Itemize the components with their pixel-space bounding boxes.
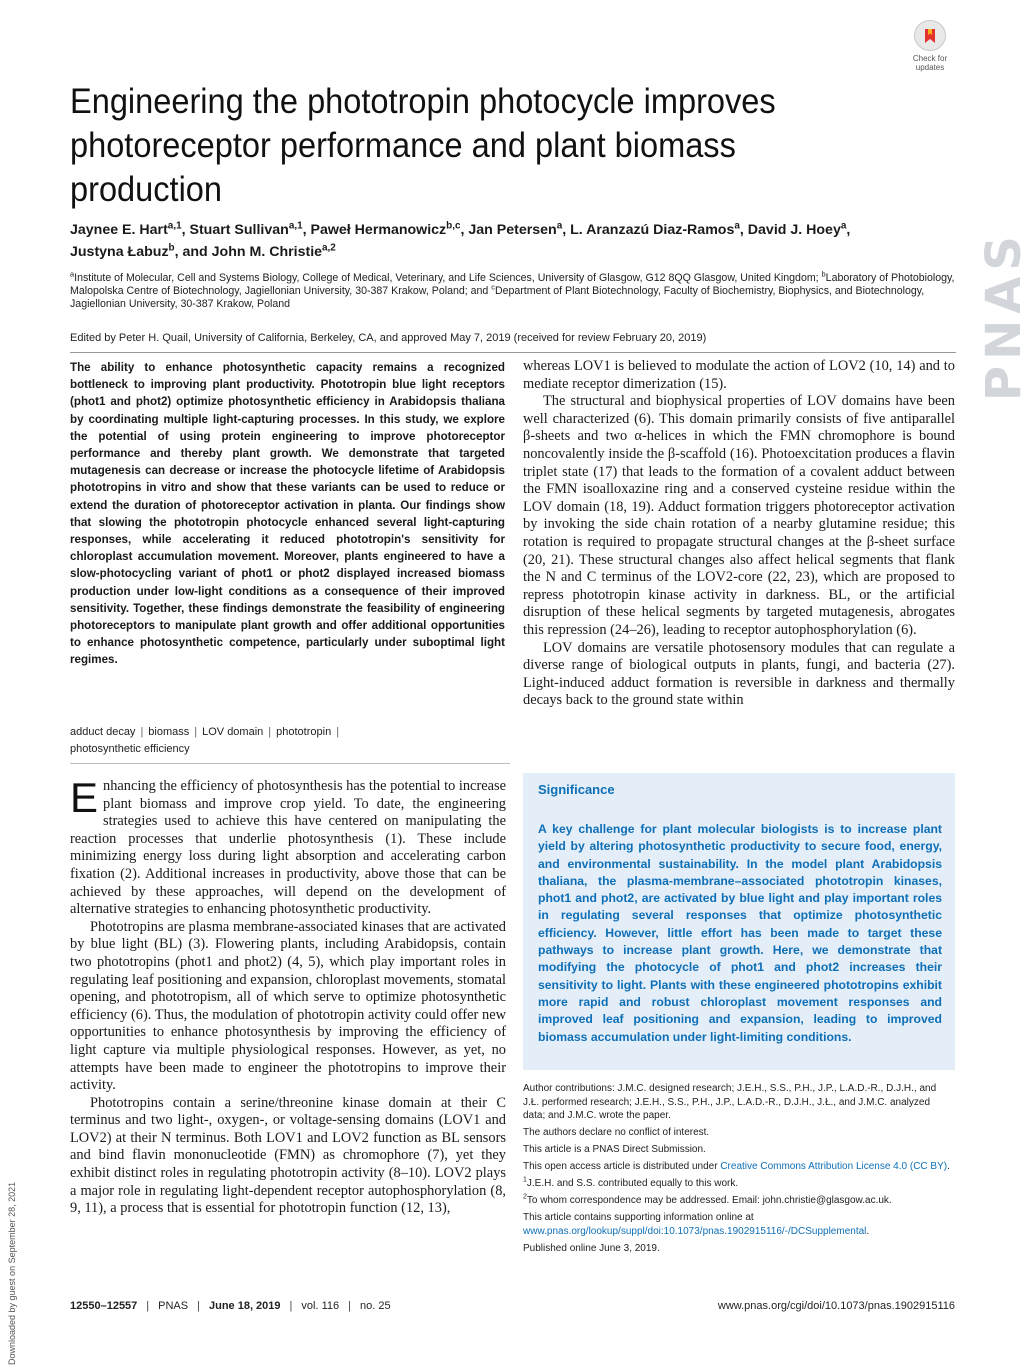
keyword[interactable]: phototropin: [276, 726, 332, 738]
author: Jan Petersen: [468, 222, 557, 238]
submission-note: This article is a PNAS Direct Submission.: [523, 1144, 706, 1155]
pnas-side-watermark: PNAS: [975, 230, 1032, 402]
keywords: adduct decay | biomass | LOV domain | phototropin | photosynthetic efficiency: [70, 726, 340, 755]
keyword[interactable]: photosynthetic efficiency: [70, 743, 190, 755]
affiliations: $^a$Institute of Molecular, Cell and Systems Biology, College of Medical, Veterinary, and Life Sciences, University of Glasgow, G12 8QQ Glasgow, United Kingdom; $^b$Laboratory of Photobiology, Malopolska Centre of Biotechnology, Jagiellonian University, 30-387 Krakow, Poland; and $^c$Department of Plant Biotechnology, Faculty of Biochemistry, Biophysics, and Biotechnology, Jagiellonian University, 30-387 Krakow, Poland: [70, 269, 955, 311]
author: Justyna Łabuz: [70, 244, 169, 260]
body-paragraph: The structural and biophysical properties of LOV domains have been well characterized (6). This domain primarily consists of five antiparallel β-sheets and two α-helices in which the FMN chromophore is bound noncovalently inside the β-scaffold (16). Photoexcitation produces a flavin triplet state (17) that leads to the formation of a covalent adduct between the FMN isoalloxazine ring and a conserved cysteine residue within the LOV domain (18, 19). Adduct formation triggers photoreceptor activation by invoking the side chain rotation of a nearby glutamine residue; this rotation is required to propagate structural changes at the β-sheet surface (20, 21). These structural changes also affect helical segments that flank the N and C terminus of the LOV2-core (22, 23), which are proposed to repress phototropin kinase activity in darkness. BL, or the artificial disruption of these helical segments by targeted mutagenesis, abrogates this repression (24–26), leading to receptor autophosphorylation (6).: [523, 393, 955, 638]
issue-number: no. 25: [359, 1300, 391, 1312]
check-for-updates-label: Check for updates: [912, 54, 948, 72]
footer-citation: 12550–12557 | PNAS | June 18, 2019 | vol. 116 | no. 25: [70, 1300, 391, 1312]
drop-cap: E: [70, 774, 99, 821]
keywords-divider: [70, 763, 510, 764]
author: David J. Hoey: [747, 222, 841, 238]
body-left-column: [70, 774, 506, 1218]
significance-box: [523, 773, 955, 1070]
license-link[interactable]: Creative Commons Attribution License 4.0 (CC BY): [720, 1161, 948, 1172]
supporting-info-link[interactable]: www.pnas.org/lookup/suppl/doi:10.1073/pnas.1902915116/-/DCSupplemental: [523, 1225, 867, 1237]
edited-by-line: Edited by Peter H. Quail, University of California, Berkeley, CA, and approved May 7, 2019 (received for review February 20, 2019): [70, 332, 707, 344]
footnote-2: $^2$To whom correspondence may be addressed. Email: john.christie@glasgow.ac.uk.: [523, 1193, 892, 1206]
conflict-statement: The authors declare no conflict of interest.: [523, 1127, 710, 1138]
body-right-column: [523, 358, 955, 710]
doi-url[interactable]: www.pnas.org/cgi/doi/10.1073/pnas.1902915116: [717, 1300, 955, 1312]
body-paragraph: whereas LOV1 is believed to modulate the action of LOV2 (10, 14) and to mediate receptor dimerization (15).: [523, 358, 955, 392]
significance-heading: Significance: [538, 782, 615, 797]
download-note: Downloaded by guest on September 28, 2021: [7, 1181, 17, 1365]
published-date: Published online June 3, 2019.: [523, 1242, 660, 1254]
author: Stuart Sullivan: [189, 222, 289, 238]
author: L. Aranzazú Diaz-Ramos: [570, 222, 735, 238]
supporting-info-note: This article contains supporting information online at www.pnas.org/lookup/suppl/doi:10.1073/pnas.1902915116/-/DCSupplemental.: [523, 1212, 870, 1237]
body-paragraph: Enhancing the efficiency of photosynthesis has the potential to increase plant biomass and improve crop yield. To date, the engineering strategies used to achieve this have centered on manipulating the reaction processes that underlie photosynthesis (1). These include minimizing energy loss during light absorption and accelerating carbon fixation (2). Additional increases in productivity, above those that can be achieved by these approaches, will depend on the development of alternative strategies to enhancing photosynthetic productivity.: [70, 774, 506, 918]
page-range: 12550–12557: [70, 1300, 138, 1312]
author-contributions: Author contributions: J.M.C. designed research; J.E.H., S.S., P.H., J.P., L.A.D.-R., D.J.H., and J.Ł. performed research; J.E.H., S.S., P.H., J.P., L.A.D.-R., D.J.H., J.Ł., and J.M.C. analyzed data; and J.M.C. wrote the paper.: [523, 1083, 937, 1121]
header-divider: [70, 352, 956, 353]
article-notes: [523, 1082, 955, 1259]
article-title: Engineering the phototropin photocycle improves photoreceptor performance and plant biomass production: [70, 82, 776, 209]
keyword[interactable]: LOV domain: [202, 726, 264, 738]
footnote-1: $^1$J.E.H. and S.S. contributed equally to this work.: [523, 1176, 739, 1189]
body-paragraph: Phototropins contain a serine/threonine kinase domain at their C terminus and two light-, oxygen-, or voltage-sensing domains (LOV1 and LOV2) at their N terminus. Both LOV1 and LOV2 function as BL sensors and bind flavin mononucleotide (FMN) as chromophore (7), yet they exhibit distinct roles in regulating phototropin activity (8–10). LOV2 plays a major role in regulating light-dependent receptor autophosphorylation (8, 9, 11), a process that is essential for phototropin function (12, 13),: [70, 1094, 506, 1217]
keyword[interactable]: adduct decay: [70, 726, 136, 738]
abstract: The ability to enhance photosynthetic capacity remains a recognized bottleneck to improving plant productivity. Phototropin blue light receptors (phot1 and phot2) optimize photosynthetic efficiency in Arabidopsis thaliana by coordinating multiple light-capturing processes. In this study, we explore the potential of using protein engineering to improve photoreceptor performance and thereby plant growth. We demonstrate that targeted mutagenesis can decrease or increase the photocycle lifetime of Arabidopsis phototropins in vitro and show that these variants can be used to reduce or extend the duration of photoreceptor activation in planta. Our findings show that slowing the phototropin photocycle enhanced several light-capturing responses, while accelerating it reduced phototropin's sensitivity for chloroplast accumulation movement. Moreover, plants engineered to have a slow-photocycling variant of phot1 or phot2 displayed increased biomass production under low-light conditions as a consequence of their improved sensitivity. Together, these findings demonstrate the feasibility of engineering photoreceptors to manipulate plant growth and offer additional opportunities to enhance photosynthetic competence, particularly under suboptimal light regimes.: [70, 361, 505, 667]
body-paragraph: LOV domains are versatile photosensory modules that can regulate a diverse range of biological outputs in plants, fungi, and bacteria (27). Light-induced adduct formation is reversible in darkness and thermally decays back to the ground state within: [523, 639, 955, 709]
author: John M. Christie: [211, 244, 323, 260]
journal-name: PNAS: [158, 1300, 189, 1312]
volume: vol. 116: [301, 1300, 340, 1312]
license-note: This open access article is distributed under Creative Commons Attribution License 4.0 (CC BY).: [523, 1161, 950, 1172]
author: Paweł Hermanowicz: [310, 222, 447, 238]
significance-text: A key challenge for plant molecular biologists is to increase plant yield by altering photosynthetic productivity to secure food, energy, and environmental sustainability. In the model plant Arabidopsis thaliana, the plasma-membrane–associated phototropin kinases, phot1 and phot2, are activated by blue light and play important roles in regulating several responses that optimize photosynthetic efficiency. However, little effort has been made to target these pathways to increase plant growth. Here, we demonstrate that modifying the photocycle of phot1 and phot2 increases their sensitivity to light. Plants with these engineered phototropins exhibit more rapid and robust chloroplast movement responses and improved leaf positioning and expansion, leading to improved biomass accumulation under light-limiting conditions.: [538, 822, 942, 1044]
author-list: Jaynee E. Hart$^{a,1}$, Stuart Sullivan$^{a,1}$, Paweł Hermanowicz$^{b,c}$, Jan Petersen$^a$, L. Aranzazú Diaz-Ramos$^a$, David J. Hoey$^a$, Justyna Łabuz$^b$, and John M. Christie$^{a,2}$: [70, 220, 851, 260]
bookmark-icon: [914, 20, 946, 51]
author: Jaynee E. Hart: [70, 222, 168, 238]
issue-date: June 18, 2019: [208, 1300, 281, 1312]
check-for-updates-badge[interactable]: [908, 20, 952, 72]
keyword[interactable]: biomass: [148, 726, 190, 738]
body-paragraph: Phototropins are plasma membrane-associated kinases that are activated by blue light (BL) (3). Flowering plants, including Arabidopsis, contain two phototropins (phot1 and phot2) (4, 5), which play important roles in regulating leaf positioning and expansion, chloroplast movements, stomatal opening, and phototropism, all of which serve to optimize photosynthetic efficiency (6). Thus, the modulation of phototropin activity could offer new opportunities to enhance photosynthesis by improving the efficiency of light capture via multiple physiological responses. However, as yet, no attempts have been made to engineer the phototropins to improve their activity.: [70, 918, 506, 1094]
